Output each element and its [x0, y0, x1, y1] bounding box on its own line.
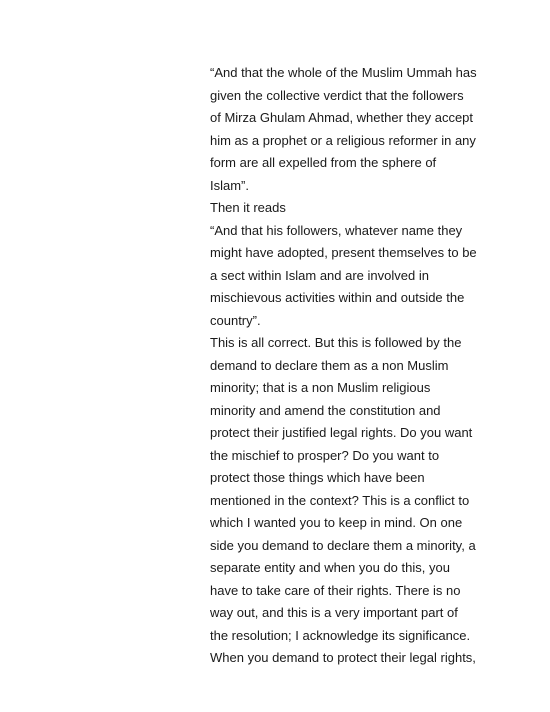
- document-body-text: [210, 62, 500, 670]
- text-line: might have adopted, present themselves to be: [210, 245, 477, 260]
- text-line: Then it reads: [210, 200, 286, 215]
- text-line: This is all correct. But this is followed by the: [210, 335, 462, 350]
- text-line: of Mirza Ghulam Ahmad, whether they accept: [210, 110, 474, 125]
- text-line: When you demand to protect their legal rights,: [210, 650, 476, 665]
- text-line: have to take care of their rights. There is no: [210, 582, 461, 598]
- text-line: minority and amend the constitution and: [210, 402, 441, 418]
- text-line: mischievous activities within and outside the: [210, 290, 465, 305]
- text-line: him as a prophet or a religious reformer in any: [210, 132, 476, 148]
- text-line: the mischief to prosper? Do you want to: [210, 447, 440, 463]
- text-line: given the collective verdict that the followers: [210, 87, 464, 103]
- text-line: a sect within Islam and are involved in: [210, 267, 429, 283]
- text-line: “And that his followers, whatever name they: [210, 222, 463, 238]
- text-line: form are all expelled from the sphere of: [210, 155, 437, 170]
- text-line: way out, and this is a very important part of: [210, 605, 458, 620]
- text-line: the resolution; I acknowledge its significance.: [210, 627, 471, 643]
- text-line: which I wanted you to keep in mind. On one: [210, 515, 463, 530]
- text-line: protect their justified legal rights. Do you want: [210, 425, 473, 440]
- text-line: country”.: [210, 312, 261, 328]
- text-line: Islam”.: [210, 177, 249, 193]
- text-line: demand to declare them as a non Muslim: [210, 357, 449, 373]
- text-line: minority; that is a non Muslim religious: [210, 380, 431, 395]
- text-line: “And that the whole of the Muslim Ummah has: [210, 65, 477, 80]
- text-line: side you demand to declare them a minority, a: [210, 537, 476, 553]
- text-line: separate entity and when you do this, you: [210, 560, 450, 575]
- text-line: mentioned in the context? This is a conflict to: [210, 492, 470, 508]
- text-line: protect those things which have been: [210, 470, 425, 485]
